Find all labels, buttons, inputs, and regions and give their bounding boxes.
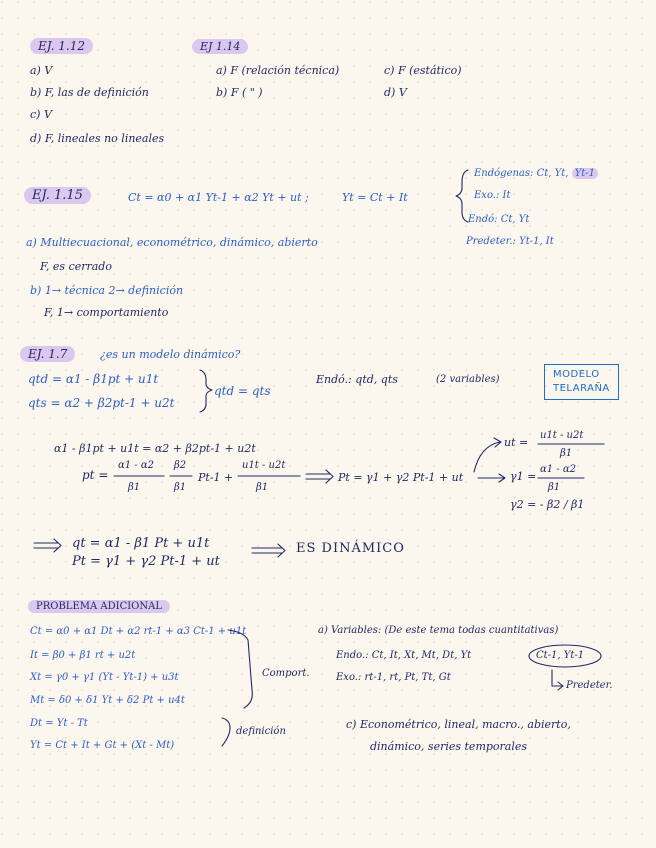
ej17-equilibrium: qtd = qts (214, 384, 271, 398)
extra-definicion-label: definición (236, 726, 286, 737)
ej17-g2-def: γ2 = - β2 / β1 (510, 498, 585, 511)
ej17-frac1-den: β1 (128, 482, 141, 493)
ej17-supply: qts = α2 + β2pt-1 + u2t (28, 396, 175, 410)
telarana-line1: MODELO (553, 369, 600, 380)
ej17-g1-den: β1 (548, 482, 561, 493)
extra-exo: Exo.: rt-1, rt, Pt, Tt, Gt (336, 672, 451, 683)
extra-c-line1: c) Econométrico, lineal, macro., abierto, (346, 718, 571, 731)
ej115-endog-label: Endógenas: (474, 168, 534, 179)
ej17-conclusion: ES DINÁMICO (296, 541, 405, 556)
ej115-eq2: Yt = Ct + It (342, 191, 408, 204)
ej115-b: b) 1→ técnica 2→ definición (30, 284, 184, 297)
ej115-endog (474, 168, 598, 179)
ej115-predet: Predeter.: Yt-1, It (466, 236, 554, 247)
ej17-step1: α1 - β1pt + u1t = α2 + β2pt-1 + u2t (54, 442, 256, 455)
extra-eq-3: Xt = γ0 + γ1 (Yt - Yt-1) + u3t (30, 672, 179, 683)
ej17-g1-def: γ1 = (510, 470, 537, 483)
ej112-b: b) F, las de definición (30, 86, 149, 99)
ej17-pt-mid: Pt-1 + (198, 471, 234, 484)
extra-a-heading: a) Variables: (De este tema todas cuantitativas) (318, 625, 559, 636)
extra-eq-2: It = β0 + β1 rt + u2t (30, 650, 136, 661)
extra-eq-4: Mt = δ0 + δ1 Yt + δ2 Pt + u4t (30, 695, 185, 706)
ej114-a: a) F (relación técnica) (216, 64, 340, 77)
ej17-pt-result: Pt = γ1 + γ2 Pt-1 + ut (338, 471, 464, 484)
ej115-a-note: F, es cerrado (40, 260, 112, 273)
extra-header: PROBLEMA ADICIONAL (28, 600, 170, 613)
extra-predet: Predeter. (566, 680, 613, 691)
ej115-eq1: Ct = α0 + α1 Yt-1 + α2 Yt + ut ; (128, 191, 309, 204)
ej17-ut-den: β1 (560, 448, 573, 459)
ej115-a: a) Multiecuacional, econométrico, dinámico, abierto (26, 236, 318, 249)
extra-endo: Endo.: Ct, It, Xt, Mt, Dt, Yt (336, 650, 472, 661)
ej17-ut-def: ut = (504, 436, 529, 449)
ej17-final1: qt = α1 - β1 Pt + u1t (72, 536, 210, 551)
telarana-line2: TELARAÑA (553, 383, 610, 394)
extra-eq-1: Ct = α0 + α1 Dt + α2 rt-1 + α3 Ct-1 + u1t (30, 626, 247, 637)
ej17-demand: qtd = α1 - β1pt + u1t (28, 372, 159, 386)
extra-endo-circled: Ct-1, Yt-1 (536, 650, 585, 661)
ej112-header: EJ. 1.12 (30, 38, 93, 54)
ej17-frac2-den: β1 (174, 482, 187, 493)
ej17-question: ¿es un modelo dinámico? (100, 348, 241, 361)
ej115-endog-highlight: Yt-1 (572, 168, 598, 179)
ej114-header: EJ 1.14 (192, 39, 248, 54)
ej17-final2: Pt = γ1 + γ2 Pt-1 + ut (72, 554, 220, 569)
ej115-exo: Exo.: It (474, 190, 511, 201)
ej114-b: b) F ( " ) (216, 86, 263, 99)
ej17-header: EJ. 1.7 (20, 346, 75, 362)
ej17-endo: Endó.: qtd, qts (316, 373, 398, 386)
telarana-box (544, 364, 619, 400)
ej115-endo: Endó: Ct, Yt (468, 214, 530, 225)
extra-c-line2: dinámico, series temporales (370, 740, 528, 753)
ej17-pt-left: pt = (82, 468, 109, 482)
ej114-d: d) V (384, 86, 407, 99)
ej112-d: d) F, lineales no lineales (30, 132, 165, 145)
ej17-nvars: (2 variables) (436, 374, 500, 385)
ej115-b-note: F, 1→ comportamiento (44, 306, 169, 319)
ej17-frac3-num: u1t - u2t (242, 460, 286, 471)
extra-comport-label: Comport. (262, 668, 310, 679)
ej17-g1-num: α1 - α2 (540, 464, 576, 475)
ej17-frac2-num: β2 (174, 460, 187, 471)
extra-eq-5: Dt = Yt - Tt (30, 718, 88, 729)
ej112-c: c) V (30, 108, 52, 121)
ej115-header: EJ. 1.15 (24, 187, 91, 204)
ej17-frac1-num: α1 - α2 (118, 460, 154, 471)
ej115-endog-vars: Ct, Yt, (536, 168, 569, 179)
ej17-ut-num: u1t - u2t (540, 430, 584, 441)
extra-eq-6: Yt = Ct + It + Gt + (Xt - Mt) (30, 740, 175, 751)
ej17-frac3-den: β1 (256, 482, 269, 493)
ej112-a: a) V (30, 64, 53, 77)
ej114-c: c) F (estático) (384, 64, 462, 77)
